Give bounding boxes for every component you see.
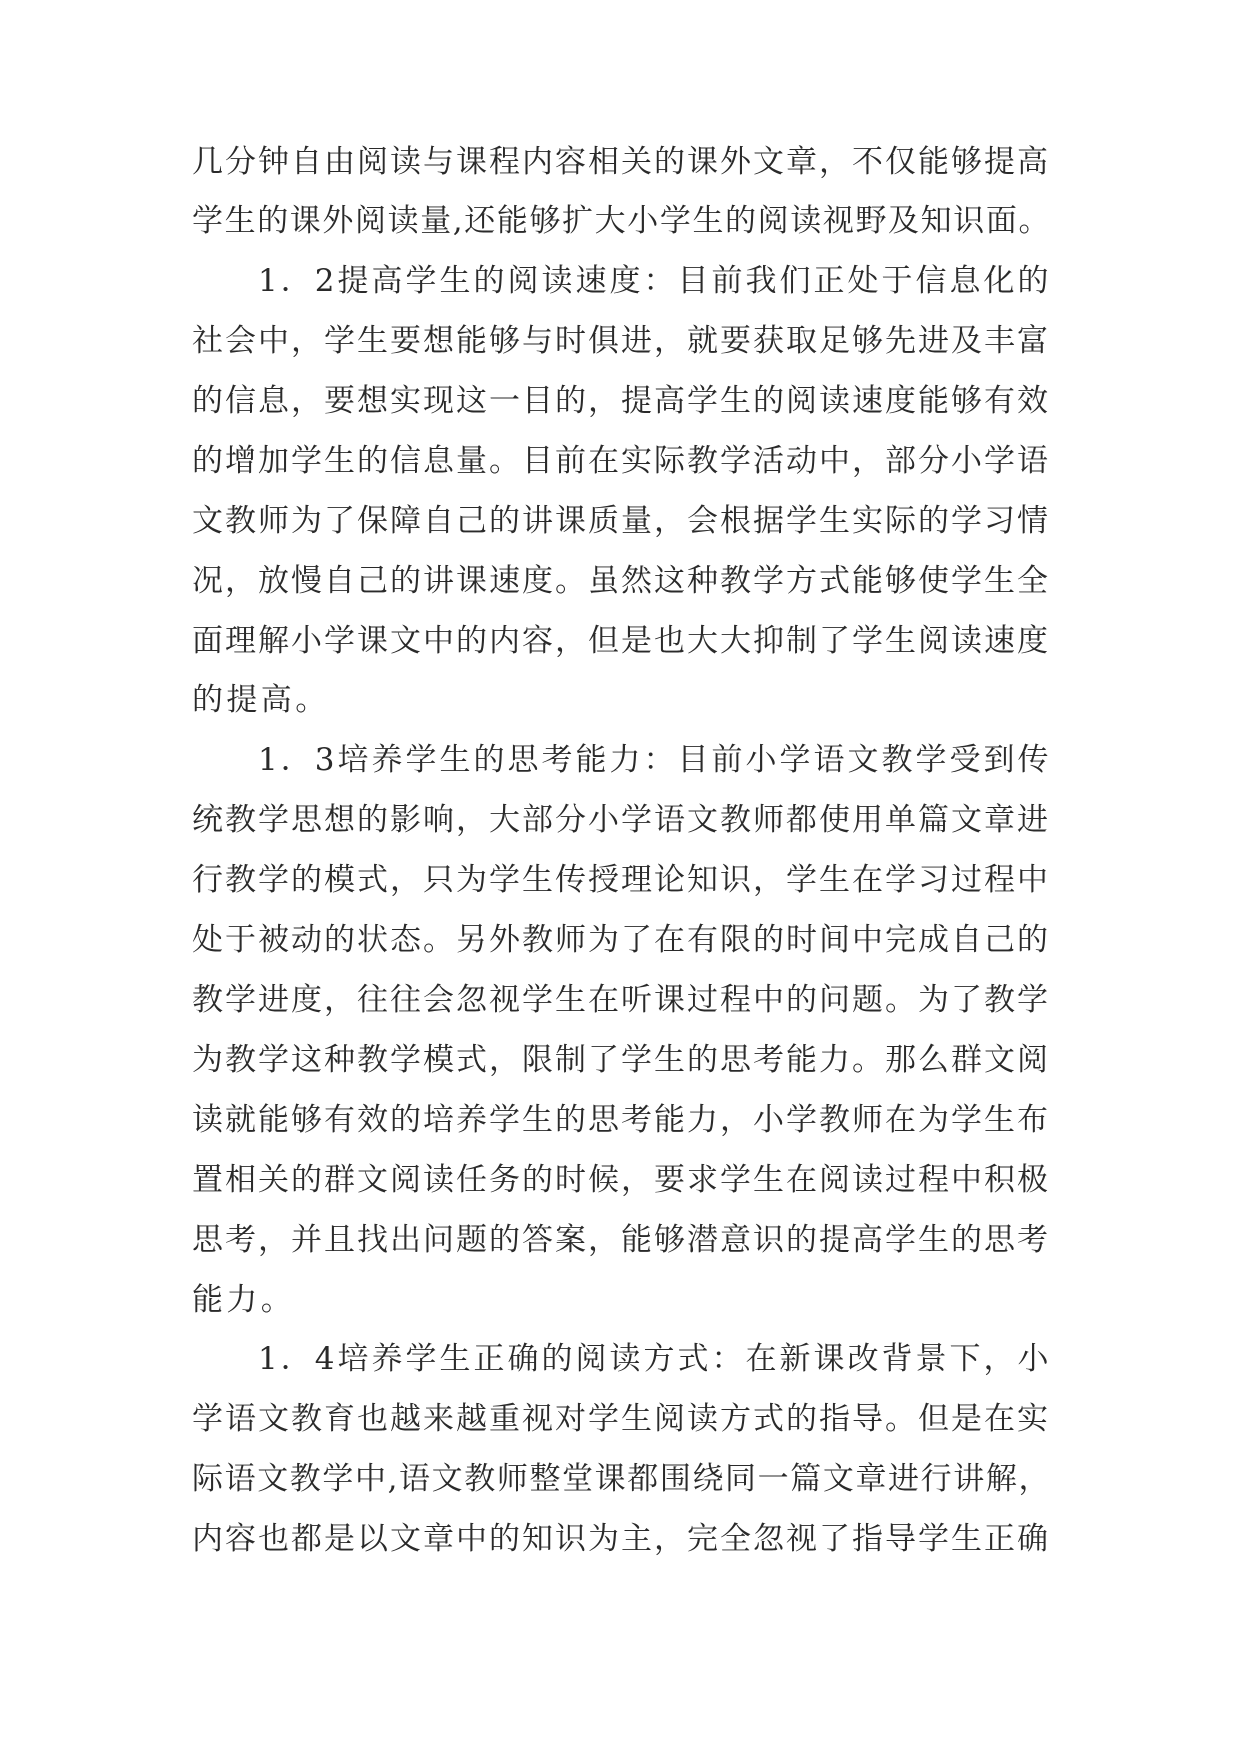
text-line: 教学进度，往往会忽视学生在听课过程中的问题。为了教学: [192, 982, 1050, 1018]
text-line: 况，放慢自己的讲课速度。虽然这种教学方式能够使学生全: [192, 563, 1050, 599]
text-line: 的提高。: [192, 682, 330, 718]
text-line: 际语文教学中,语文教师整堂课都围绕同一篇文章进行讲解，: [192, 1461, 1052, 1497]
text-line: 内容也都是以文章中的知识为主，完全忽视了指导学生正确: [192, 1521, 1050, 1557]
text-line: 能力。: [192, 1282, 296, 1318]
text-line: 为教学这种教学模式，限制了学生的思考能力。那么群文阅: [192, 1042, 1050, 1078]
text-line: 置相关的群文阅读任务的时候，要求学生在阅读过程中积极: [192, 1162, 1050, 1198]
text-line: 文教师为了保障自己的讲课质量，会根据学生实际的学习情: [192, 503, 1050, 539]
text-line: 几分钟自由阅读与课程内容相关的课外文章，不仅能够提高: [192, 144, 1050, 180]
text-line: 面理解小学课文中的内容，但是也大大抑制了学生阅读速度: [192, 623, 1050, 659]
section-heading-1-3: 1．3培养学生的思考能力：目前小学语文教学受到传: [258, 742, 1052, 778]
text-line: 的信息，要想实现这一目的，提高学生的阅读速度能够有效: [192, 383, 1050, 419]
text-line: 读就能够有效的培养学生的思考能力，小学教师在为学生布: [192, 1102, 1050, 1138]
text-line: 思考，并且找出问题的答案，能够潜意识的提高学生的思考: [192, 1222, 1050, 1258]
text-line: 行教学的模式，只为学生传授理论知识，学生在学习过程中: [192, 862, 1050, 898]
text-line: 的增加学生的信息量。目前在实际教学活动中，部分小学语: [192, 443, 1050, 479]
text-line: 学生的课外阅读量,还能够扩大小学生的阅读视野及知识面。: [192, 203, 1052, 239]
text-line: 学语文教育也越来越重视对学生阅读方式的指导。但是在实: [192, 1401, 1050, 1437]
text-line: 社会中，学生要想能够与时俱进，就要获取足够先进及丰富: [192, 323, 1050, 359]
text-line: 统教学思想的影响，大部分小学语文教师都使用单篇文章进: [192, 802, 1050, 838]
text-line: 处于被动的状态。另外教师为了在有限的时间中完成自己的: [192, 922, 1050, 958]
section-heading-1-2: 1．2提高学生的阅读速度：目前我们正处于信息化的: [258, 263, 1052, 299]
section-heading-1-4: 1．4培养学生正确的阅读方式：在新课改背景下，小: [258, 1341, 1052, 1377]
